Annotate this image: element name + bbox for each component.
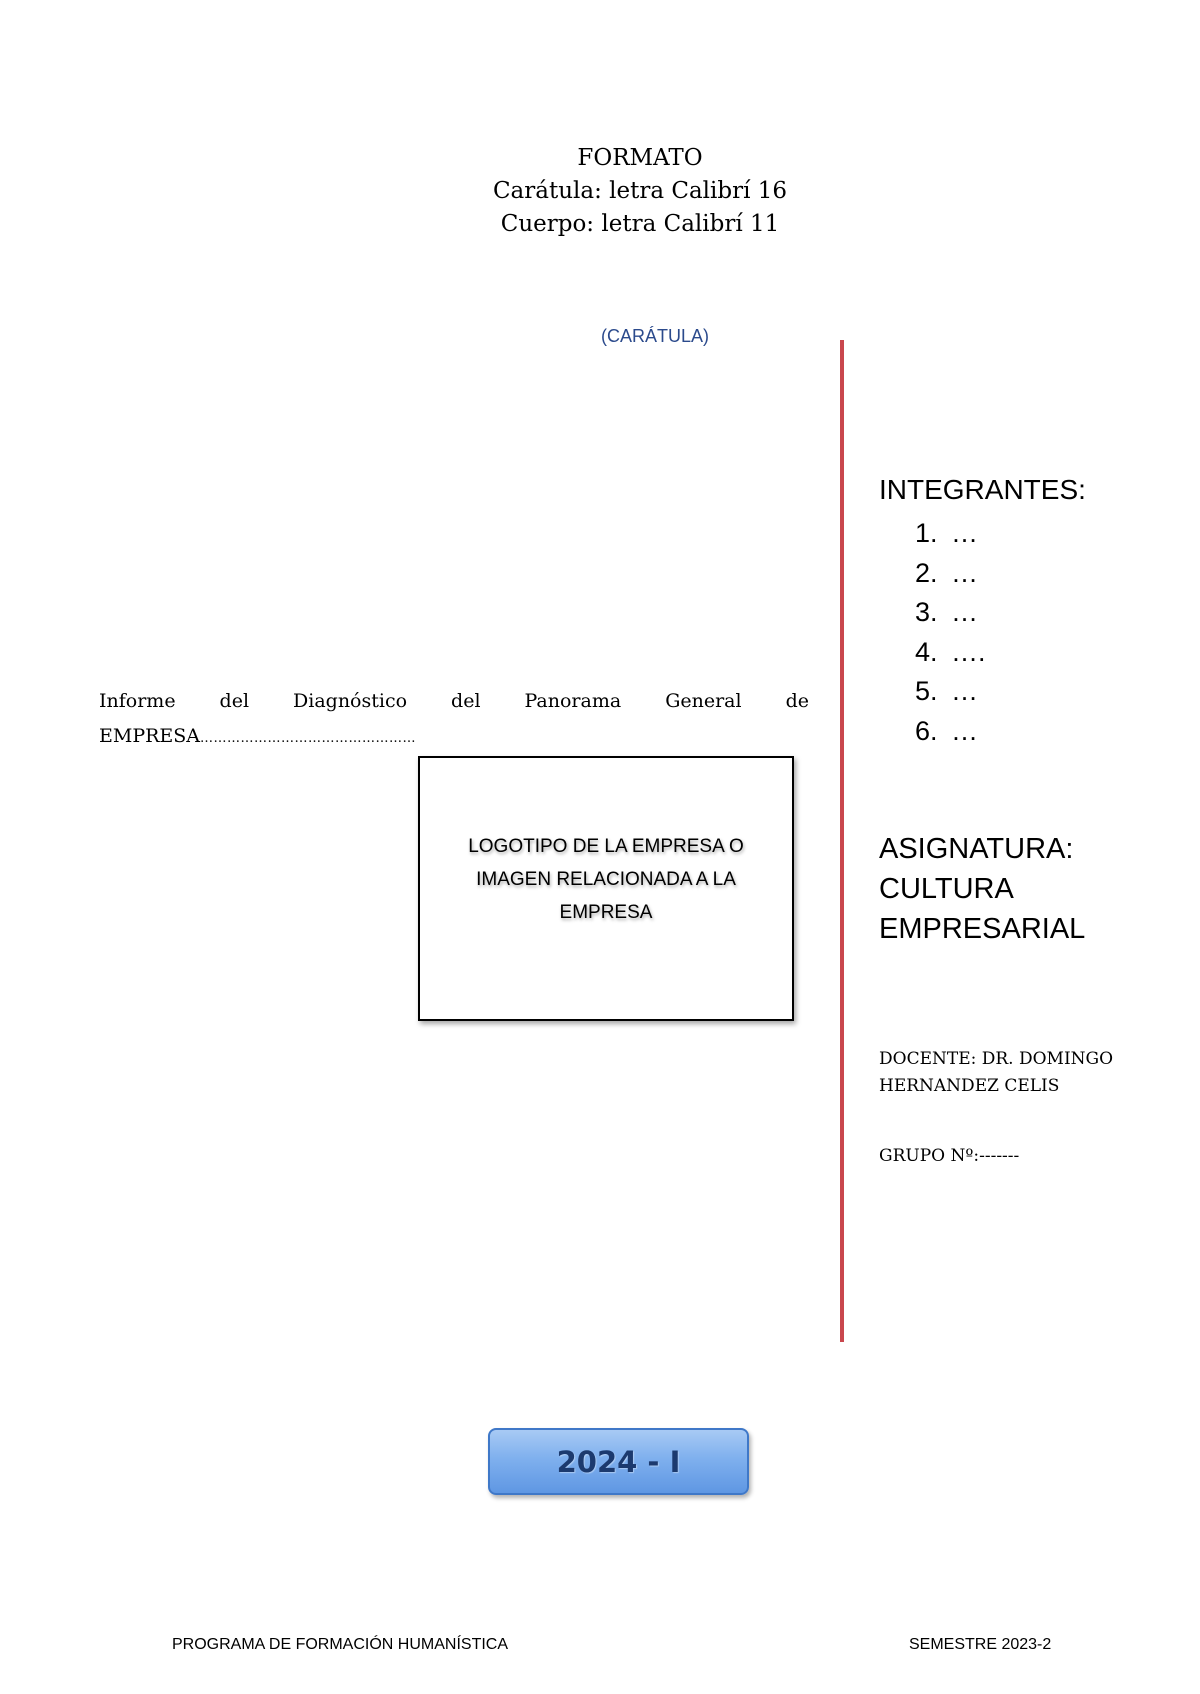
- header-title: FORMATO: [577, 145, 703, 171]
- header-caratula-note: Carátula: letra Calibrí 16: [492, 178, 788, 204]
- list-item: 3. …: [915, 597, 978, 627]
- report-title-word: Diagnóstico: [293, 690, 408, 712]
- integrantes-list: [915, 514, 986, 751]
- list-item: 5. …: [915, 676, 978, 706]
- company-dots: …………………………………………: [200, 731, 417, 746]
- report-title-word: de: [785, 690, 809, 712]
- year-badge-button[interactable]: 2024 - I: [488, 1428, 749, 1495]
- footer-semester: SEMESTRE 2023-2: [909, 1636, 1052, 1653]
- list-item: 6. …: [915, 715, 978, 746]
- list-item: 2. …: [915, 557, 978, 588]
- report-title-word: Informe: [99, 690, 176, 712]
- report-title-line-2: [99, 719, 809, 756]
- logo-placeholder-text: LOGOTIPO DE LA EMPRESA O IMAGEN RELACIONADA A LA EMPRESA: [468, 836, 744, 923]
- report-title-word: Panorama: [524, 690, 622, 712]
- docente-label: DOCENTE: DR. DOMINGO HERNANDEZ CELIS: [879, 1049, 1114, 1096]
- report-title: [99, 684, 809, 756]
- company-placeholder: EMPRESA: [99, 725, 201, 747]
- caratula-label: (CARÁTULA): [600, 326, 709, 346]
- list-item: 4. ….: [915, 636, 986, 667]
- vertical-divider: [840, 340, 844, 1342]
- asignatura-name-line-1: CULTURA: [879, 873, 1014, 905]
- asignatura-block: [879, 829, 1085, 949]
- header-body-note: Cuerpo: letra Calibrí 11: [500, 211, 780, 237]
- logo-placeholder-box: [418, 756, 794, 1021]
- report-title-line-1: [99, 684, 809, 719]
- format-header: [340, 142, 940, 241]
- asignatura-name-line-2: EMPRESARIAL: [879, 913, 1086, 945]
- footer-program: PROGRAMA DE FORMACIÓN HUMANÍSTICA: [172, 1636, 509, 1653]
- grupo-label: GRUPO Nº:-------: [879, 1146, 1020, 1166]
- asignatura-label: ASIGNATURA:: [879, 833, 1074, 865]
- list-item: 1. …: [915, 518, 978, 548]
- report-title-word: General: [665, 690, 742, 712]
- report-title-word: del: [451, 690, 481, 712]
- report-title-word: del: [219, 690, 250, 712]
- integrantes-title: INTEGRANTES:: [879, 474, 1086, 505]
